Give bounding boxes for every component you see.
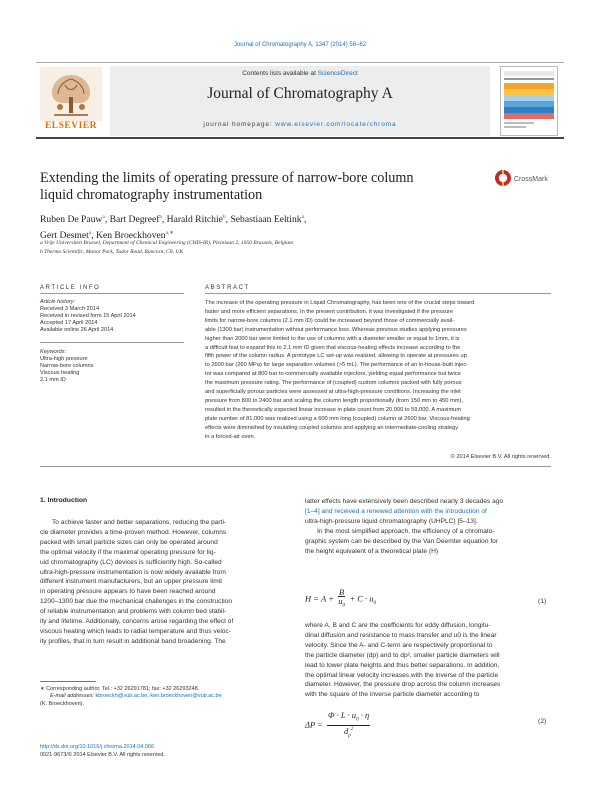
author-name: Gert Desmet: [40, 229, 89, 241]
author-affiliation-link[interactable]: a: [102, 214, 105, 220]
author-name: Bart Degreef: [109, 214, 160, 226]
equation-2-number: (2): [538, 718, 547, 725]
title-line-2: liquid chromatography instrumentation: [40, 187, 263, 203]
intro-line: viscous heating which leads to radial temperature and thus veloc-: [40, 627, 231, 635]
van-deemter-equation: H = A + $\frac{B}{u_0}$ + $C \cdot u_0$: [305, 587, 376, 609]
doi-link[interactable]: http://dx.doi.org/10.1016/j.chroma.2014.04.066: [40, 744, 155, 750]
doi-block: [40, 744, 340, 759]
intro-line: graphic system can be described by the Van Deemter equation for: [305, 537, 499, 545]
abstract-line: the maximum pressure rating. The performance of (coupled) custom columns packed with fully porous: [205, 380, 462, 387]
elsevier-tree-icon: [40, 67, 102, 121]
abstract-line: tor was compared at 800 bar to commercially available injectors, yielding equal performance but twice: [205, 371, 461, 378]
introduction-heading: 1. Introduction: [40, 497, 88, 504]
email-label: E-mail addresses:: [50, 693, 96, 700]
intro-line: different instrument manufacturers, but an upper pressure limit: [40, 578, 223, 586]
author-name: Harald Ritchie: [166, 214, 223, 226]
author-name: Ken Broeckhoven: [96, 229, 166, 241]
history-accepted: Accepted 17 April 2014: [40, 320, 98, 326]
author-separator: ,: [104, 214, 110, 226]
intro-line: ity profiles, that in turn result in additional band broadening. The: [40, 637, 226, 645]
reference-link-1-4[interactable]: [1–4] and received a renewed attention with the introduction of: [305, 507, 487, 515]
author-email-links[interactable]: kbroeckh@vub.ac.be, ken.broeckhoven@vub.ac.be: [95, 693, 222, 700]
abstract-line: resulted in the theoretically expected linear increase in plate count from 20,000 to 59,000. A maximum: [205, 406, 462, 413]
footnote-rule: [40, 681, 96, 682]
author-separator: ,: [91, 229, 97, 241]
abstract-bottom-rule: [40, 466, 551, 467]
keyword-item: Ultra-high pressure: [40, 356, 88, 362]
abstract-line: fifth power of the column radius. A prototype LC set-up was realized, allowing to operate at pressures up: [205, 353, 467, 360]
intro-line: To achieve faster and better separations, reducing the parti-: [52, 519, 227, 526]
journal-citation-link[interactable]: Journal of Chromatography A, 1347 (2014) 56–62: [233, 42, 367, 48]
crossmark-label: CrossMark: [514, 176, 548, 183]
author-affiliation-link[interactable]: a: [301, 214, 305, 220]
abstract-line: effects were diminished by insulating coupled columns and applying an intermediate-cooling strategy: [205, 424, 459, 431]
introduction-right-column-a: [305, 497, 551, 556]
affiliation-b: b Thermo Scientific, Manor Park, Tudor Road, Runcorn, C8, UK: [40, 249, 183, 255]
journal-cover-thumbnail: [500, 66, 558, 136]
header-top-rule: [36, 62, 564, 63]
corresponding-author-line: ∗ Corresponding author. Tel.: +32 26291781; fax: +32 26293248.: [40, 686, 200, 692]
corresponding-author-name: (K. Broeckhoven).: [40, 700, 85, 707]
keywords-rule: [40, 342, 184, 343]
keyword-item: Narrow-bore columns: [40, 363, 94, 369]
intro-line: packed with small particle sizes can only be operated around: [40, 538, 218, 546]
keywords: [40, 349, 180, 384]
intro-line: diameter. However, the pressure drop across the column increases: [305, 681, 501, 689]
article-history-label: Article history:: [40, 299, 76, 305]
keyword-item: Viscous heating: [40, 370, 80, 376]
abstract-line: faster and more efficient separations. In the present contribution, it was investigated if the pressure: [205, 308, 454, 315]
author-separator: ,: [304, 214, 307, 226]
pressure-drop-equation: ΔP = $\frac{\Phi \cdot L \cdot u_0 \cdot \eta}{d_p^2}$: [305, 710, 370, 739]
history-online: Available online 26 April 2014: [40, 327, 114, 333]
crossmark-icon: [494, 168, 558, 188]
abstract-line: plate number of 81,000 was realized using a 600 mm long (coupled) column at 2600 bar. Viscous-heating: [205, 415, 470, 422]
author-line-1: [40, 211, 520, 227]
abstract-line: The increase of the operating pressure in Liquid Chromatography, has been one of the crucial steps toward: [205, 300, 475, 306]
article-title: [40, 170, 470, 204]
abstract-line: higher than 2000 bar were limited to the use of columns with a diameter smaller or equal to 1mm, it is: [205, 335, 460, 342]
abstract-heading: ABSTRACT: [205, 285, 250, 291]
journal-homepage-link[interactable]: www.elsevier.com/locate/chroma: [275, 121, 397, 128]
keywords-label: Keywords:: [40, 349, 67, 355]
author-name: Ruben De Pauw: [40, 214, 103, 226]
author-separator: ,: [161, 214, 167, 226]
abstract-body: [205, 299, 551, 442]
abstract-line: a difficult feat to expand this to 2.1 mm ID given that viscous-heating effects increase according to the: [205, 344, 461, 351]
intro-line: where A, B and C are the coefficients for eddy diffusion, longitu-: [305, 622, 491, 629]
journal-cover-image: [501, 67, 557, 135]
author-name: Sebastiaan Eeltink: [230, 214, 302, 226]
equation-1-number: (1): [538, 598, 547, 605]
abstract-line: able (1300 bar) instrumentation without performance loss. Whereas previous studies applying pressures: [205, 326, 467, 333]
author-affiliation-link[interactable]: b: [222, 214, 226, 220]
author-list: [40, 211, 520, 242]
contents-prefix: Contents lists available at: [242, 70, 318, 77]
abstract-line: and superficially porous particles were assessed at ultra-high-pressure conditions. Increasing the inlet: [205, 389, 461, 396]
intro-line: the particle diameter (dp) and to dp², smaller particle diameters will: [305, 651, 500, 659]
intro-line: In the most simplified approach, the efficiency of a chromato-: [317, 527, 495, 535]
journal-masthead: [110, 66, 490, 136]
contents-available-line: [110, 70, 490, 77]
affiliation-a: a Vrije Universiteit Brussel, Department of Chemical Engineering (CHIS-IR), Pleinlaan 2, 1050 Brussels, Belgium: [40, 240, 294, 246]
history-received: Received 3 March 2014: [40, 306, 100, 312]
title-line-1: Extending the limits of operating pressure of narrow-bore column: [40, 170, 414, 186]
corresponding-author-footnote: [40, 686, 290, 708]
elsevier-logo: [40, 67, 102, 133]
email-line: [40, 693, 290, 700]
introduction-left-column: [40, 518, 290, 647]
abstract-line: in a forced-air oven.: [205, 433, 256, 440]
introduction-right-column-b: [305, 621, 551, 700]
crossmark-badge[interactable]: [494, 168, 558, 188]
abstract-line: limits for narrow-bore columns (2.1 mm ID) could be increased beyond those of commercially avail-: [205, 317, 455, 324]
author-separator: ,: [225, 214, 231, 226]
intro-line: velocity. Since the A- and C-term are respectively proportional to: [305, 641, 493, 649]
history-revised: Received in revised form 15 April 2014: [40, 313, 136, 319]
intro-line: the optimal velocity if the maximal operating pressure for liq-: [40, 548, 216, 556]
author-affiliation-link[interactable]: a: [88, 229, 92, 236]
sciencedirect-link[interactable]: ScienceDirect: [317, 70, 358, 77]
author-affiliation-link[interactable]: a,∗: [165, 229, 174, 236]
journal-homepage-line: [110, 121, 490, 128]
abstract-copyright: © 2014 Elsevier B.V. All rights reserved.: [450, 454, 551, 460]
intro-line: cle diameter provides a time-proven method. However, columns: [40, 528, 227, 536]
journal-name: Journal of Chromatography A: [207, 85, 393, 102]
article-info-heading: ARTICLE INFO: [40, 285, 101, 291]
homepage-prefix: journal homepage:: [203, 121, 276, 128]
intro-line: ity and lifetime. Additionally, concerns arose regarding the effect of: [40, 618, 234, 626]
abstract-rule: [205, 293, 551, 294]
article-info-rule: [40, 293, 184, 294]
intro-line: with the square of the inverse particle diameter according to: [305, 691, 480, 699]
intro-line: dinal diffusion and resistance to mass transfer and u0 is the linear: [305, 631, 497, 639]
issn-copyright: 0021-9673/© 2014 Elsevier B.V. All rights reserved.: [40, 751, 165, 758]
intro-line: uid chromatography (LC) devices is sufficiently high. So-called: [40, 558, 222, 566]
intro-line: of reliable instrumentation and problems with column bed stabil-: [40, 608, 227, 616]
keyword-item: 2.1 mm ID: [40, 377, 66, 383]
abstract-line: pressure from 800 to 2400 bar and scaling the column length proportionally (from 150 mm to 450 mm),: [205, 397, 463, 404]
intro-line: in operating pressure appears to have been reached around: [40, 588, 216, 596]
intro-line: ultra-high-pressure liquid chromatography (UHPLC) [5–13].: [305, 517, 478, 525]
elsevier-wordmark: ELSEVIER: [44, 121, 98, 131]
abstract-line: to 2600 bar (260 MPa) for large separation volumes (>5 mL). The performance of an in-house-built injec-: [205, 362, 469, 369]
intro-line: 1200–1300 bar due the mechanical challenges in the construction: [40, 598, 233, 606]
intro-line: the height equivalent of a theoretical plate (H): [305, 547, 439, 555]
intro-line: lead to lower plate heights and thus better separations. In addition,: [305, 661, 500, 669]
intro-line: the optimal linear velocity increases with the inverse of the particle: [305, 671, 499, 679]
journal-header: [36, 62, 564, 139]
intro-line: ultra-high-pressure instrumentation is now widely available from: [40, 568, 226, 576]
article-history: [40, 299, 180, 334]
author-affiliation-link[interactable]: a: [159, 214, 162, 220]
intro-line: latter effects have extensively been described nearly 3 decades ago: [305, 498, 504, 505]
header-bottom-rule: [36, 137, 564, 139]
